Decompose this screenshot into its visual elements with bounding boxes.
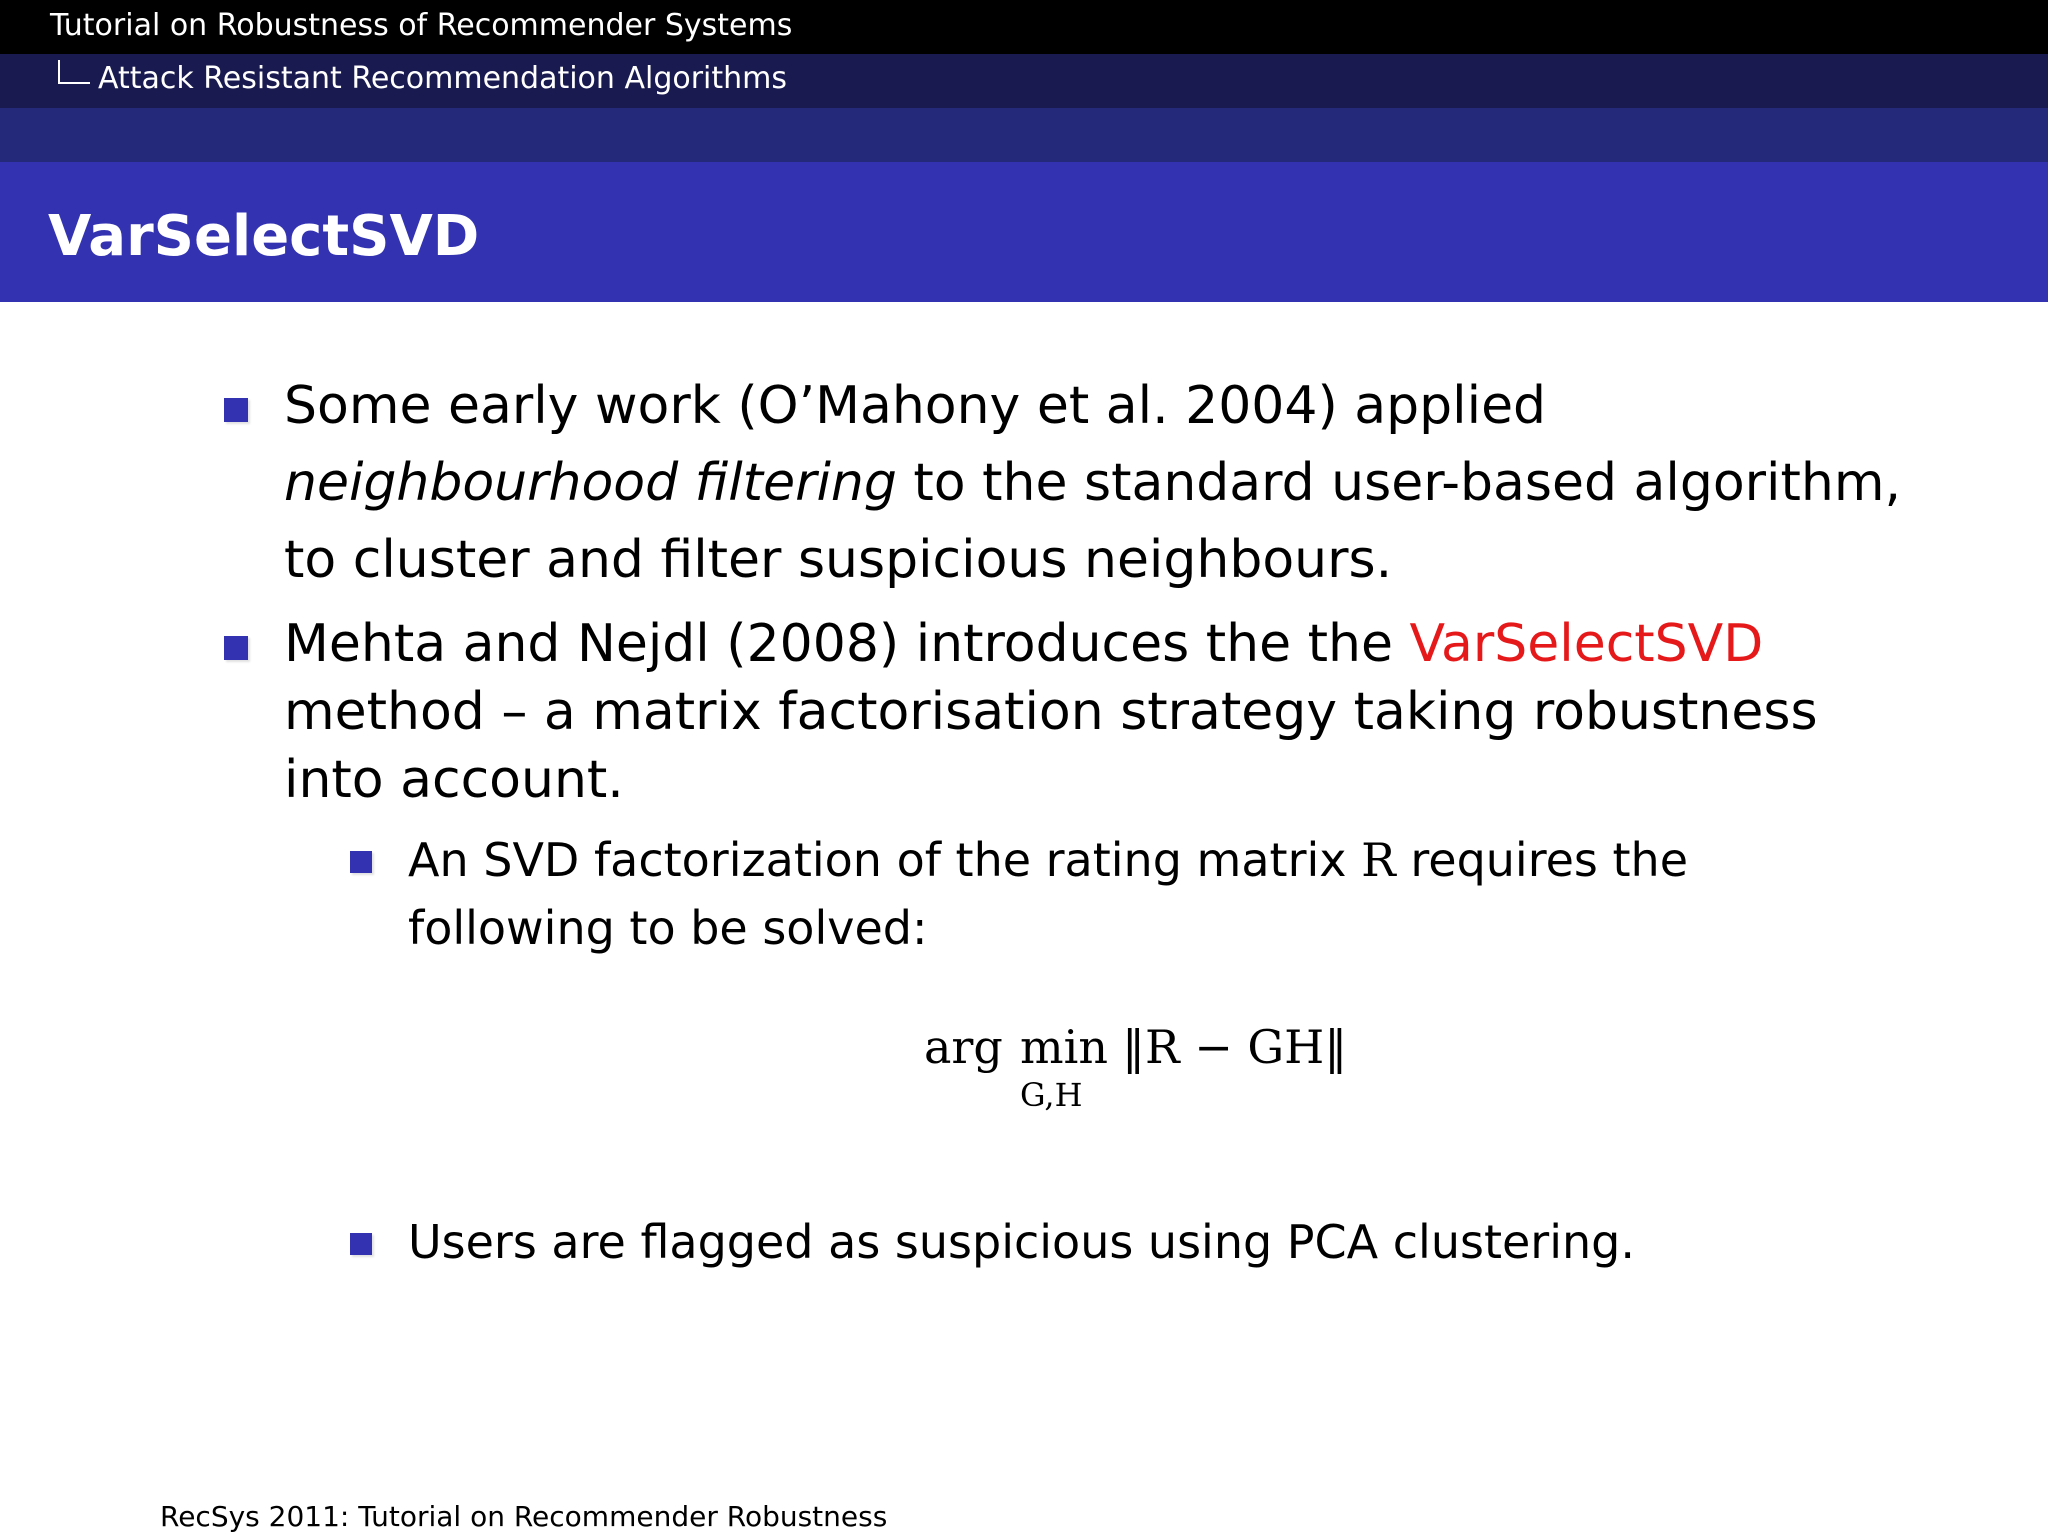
bullet-square-icon xyxy=(224,398,248,422)
equation-min: min xyxy=(1020,1020,1108,1074)
sub-bullet-line: Users are flagged as suspicious using PCA clustering. xyxy=(408,1215,1635,1269)
equation-norm: ‖R − GH‖ xyxy=(1122,1020,1348,1074)
sub-bullet-line xyxy=(408,826,1688,894)
frame-title: VarSelectSVD xyxy=(48,204,480,269)
alert-text: VarSelectSVD xyxy=(1409,614,1764,674)
bullet-item-varselectsvd xyxy=(284,610,1818,814)
sub-bullet-item-pca xyxy=(408,1208,1635,1276)
sub-bullet-line-post: requires the xyxy=(1395,833,1688,887)
bullet-line-pre: Mehta and Nejdl (2008) introduces the the xyxy=(284,614,1410,674)
bullet-line xyxy=(284,610,1818,678)
bullet-line: Some early work (O’Mahony et al. 2004) applied xyxy=(284,376,1547,436)
header-spacer-band xyxy=(0,108,2048,162)
bullet-line xyxy=(284,445,1901,522)
equation-subscript: G,H xyxy=(1020,1076,1083,1114)
bullet-square-icon xyxy=(224,636,248,660)
sub-bullet-square-icon xyxy=(350,1233,372,1255)
breadcrumb-hook-icon xyxy=(58,60,90,84)
bullet-line: to cluster and filter suspicious neighbours. xyxy=(284,530,1393,590)
math-symbol: R xyxy=(1361,833,1396,887)
bullet-line-rest: to the standard user-based algorithm, xyxy=(896,453,1902,513)
bullet-line: method – a matrix factorisation strategy taking robustness xyxy=(284,682,1818,742)
bullet-line: into account. xyxy=(284,750,624,810)
emphasis-text: neighbourhood filtering xyxy=(284,453,897,513)
footer-text: RecSys 2011: Tutorial on Recommender Robustness xyxy=(160,1500,888,1533)
equation-arg: arg xyxy=(924,1020,1003,1074)
sub-bullet-line-pre: An SVD factorization of the rating matrix xyxy=(408,833,1362,887)
sub-bullet-line: following to be solved: xyxy=(408,901,928,955)
breadcrumb-subsection: Attack Resistant Recommendation Algorithms xyxy=(98,61,788,96)
sub-bullet-square-icon xyxy=(350,851,372,873)
sub-bullet-item-svd xyxy=(408,826,1688,962)
bullet-item-early-work xyxy=(284,368,1901,599)
breadcrumb-section: Tutorial on Robustness of Recommender Systems xyxy=(50,8,793,43)
